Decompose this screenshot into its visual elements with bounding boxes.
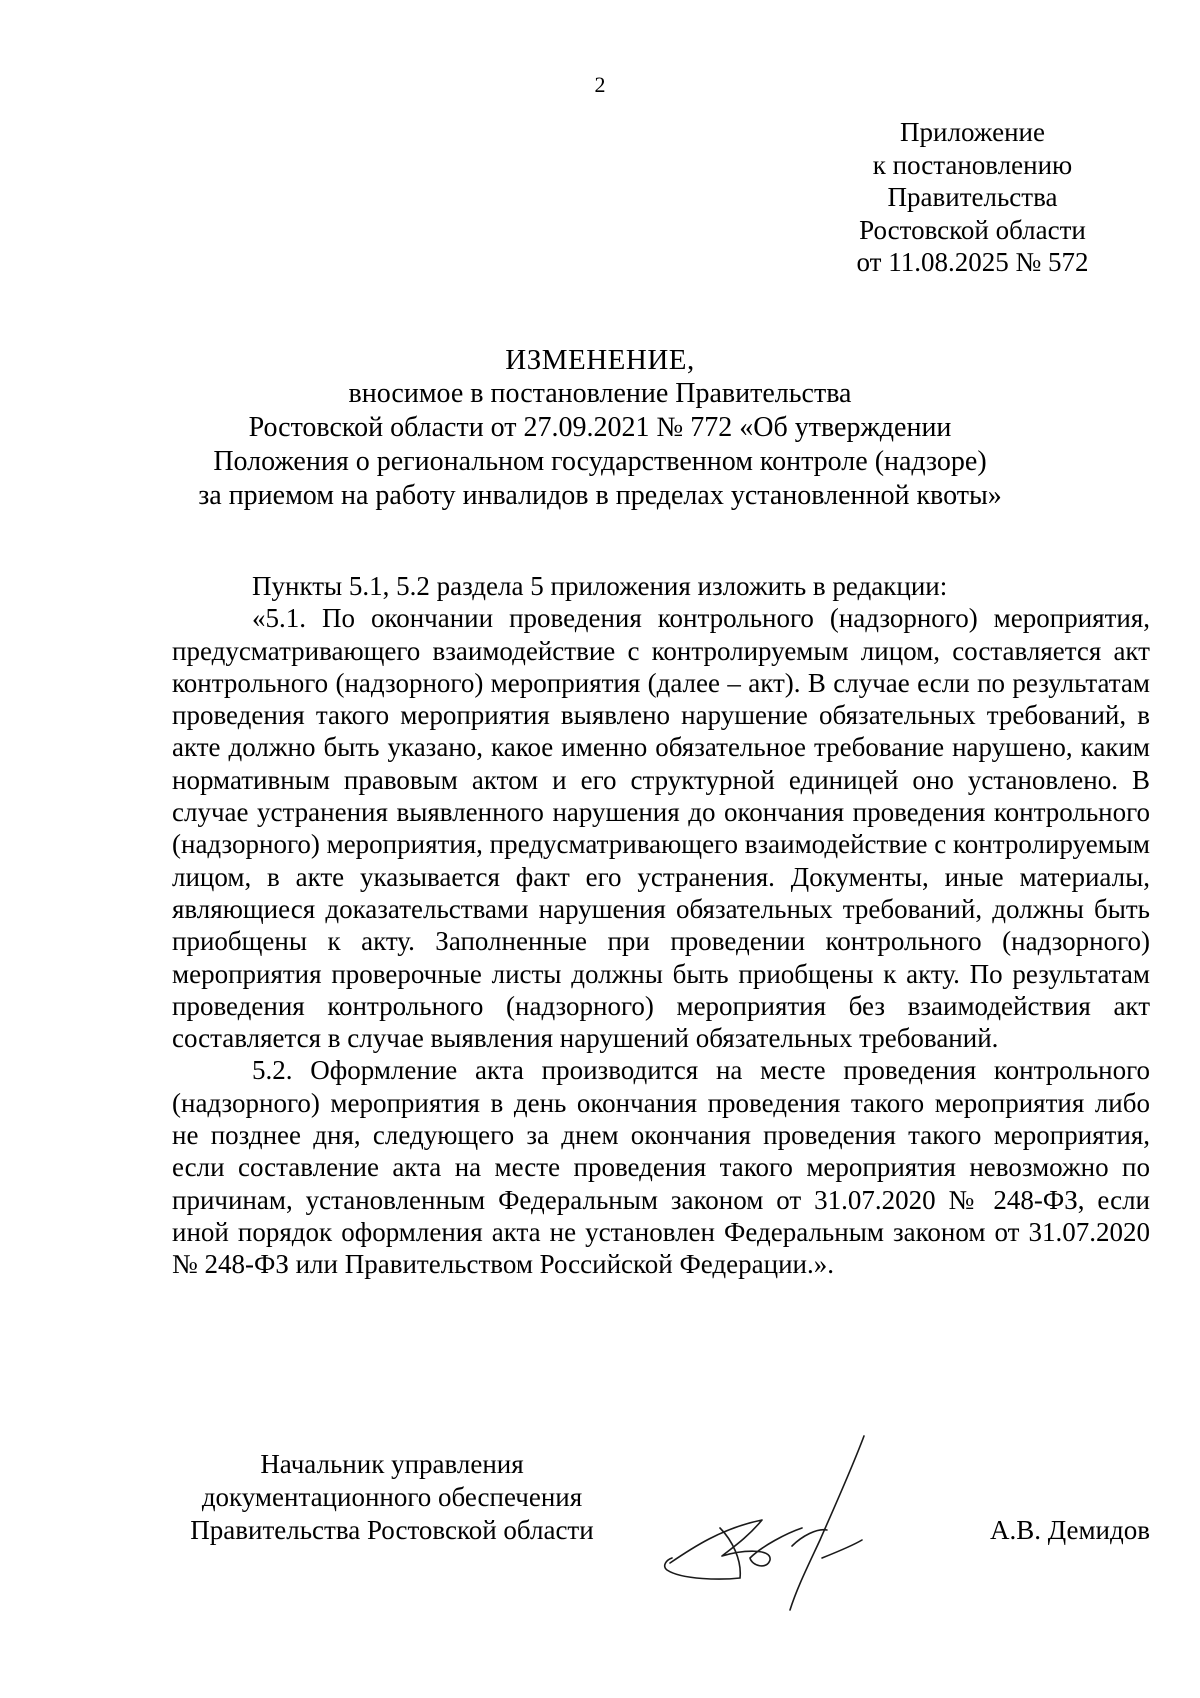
appendix-line: от 11.08.2025 № 572 bbox=[856, 247, 1089, 277]
appendix-line: Приложение bbox=[900, 117, 1045, 147]
handwritten-signature bbox=[652, 1428, 902, 1618]
appendix-line: к постановлению bbox=[872, 149, 1073, 180]
title-heading: ИЗМЕНЕНИЕ, bbox=[505, 344, 695, 376]
signer-position-line: документационного обеспечения bbox=[201, 1482, 583, 1512]
appendix-line: Правительства bbox=[887, 182, 1058, 212]
signer-position-line: Правительства Ростовской области bbox=[190, 1515, 594, 1545]
appendix-header bbox=[840, 116, 1105, 279]
page-number: 2 bbox=[594, 72, 606, 97]
body-intro-paragraph: Пункты 5.1, 5.2 раздела 5 приложения изложить в редакции: bbox=[252, 571, 948, 601]
body-paragraph-5-1: «5.1. По окончании проведения контрольного (надзорного) мероприятия, предусматривающего взаимодействие с контролируемым лицом, составляется акт контрольного (надзорного) мероприятия (далее – акт). В случае если по результатам проведения такого мероприятия выявлено нарушение обязательных требований, в акте должно быть указано, какое именно обязательное требование нарушено, каким нормативным правовым актом и его структурной единицей оно установлено. В случае устранения выявленного нарушения до окончания проведения контрольного (надзорного) мероприятия, предусматривающего взаимодействие с контролируемым лицом, в акте указывается факт его устранения. Документы, иные материалы, являющиеся доказательствами нарушения обязательных требований, должны быть приобщены к акту. Заполненные при проведении контрольного (надзорного) мероприятия проверочные листы должны быть приобщены к акту. По результатам проведения контрольного (надзорного) мероприятия без взаимодействия акт составляется в случае выявления нарушений обязательных требований. bbox=[172, 603, 1150, 1054]
title-line: за приемом на работу инвалидов в пределах установленной квоты» bbox=[198, 480, 1002, 511]
body-paragraph-5-2: 5.2. Оформление акта производится на месте проведения контрольного (надзорного) мероприятия в день окончания проведения такого мероприятия либо не позднее дня, следующего за днем окончания проведения такого мероприятия, если составление акта на месте проведения такого мероприятия невозможно по причинам, установленным Федеральным законом от 31.07.2020 № 248-ФЗ, если иной порядок оформления акта не установлен Федеральным законом от 31.07.2020 № 248-ФЗ или Правительством Российской Федерации.». bbox=[172, 1055, 1150, 1280]
document-title bbox=[150, 343, 1050, 513]
signer-name: А.В. Демидов bbox=[989, 1515, 1150, 1545]
document-body bbox=[172, 570, 1150, 1281]
title-line: Положения о региональном государственном контроле (надзоре) bbox=[213, 446, 987, 477]
signature-block bbox=[172, 1448, 1150, 1608]
appendix-line: Ростовской области bbox=[859, 214, 1086, 245]
title-line: Ростовской области от 27.09.2021 № 772 «Об утверждении bbox=[248, 412, 952, 443]
signer-position-line: Начальник управления bbox=[260, 1449, 524, 1479]
title-line: вносимое в постановление Правительства bbox=[348, 378, 852, 409]
signer-position bbox=[172, 1448, 612, 1547]
